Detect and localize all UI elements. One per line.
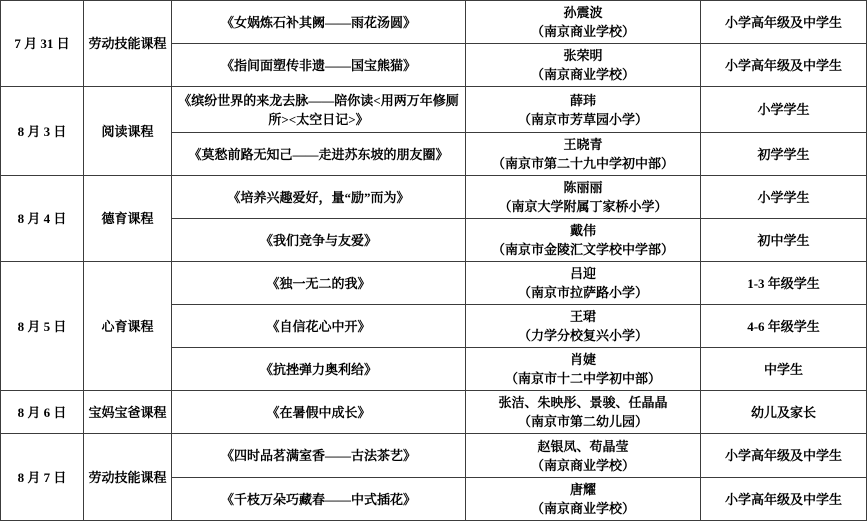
- teacher-school: （力学分校复兴小学）: [517, 328, 648, 343]
- teacher-cell: [466, 219, 701, 262]
- teacher-cell: [466, 1, 701, 44]
- teacher-name: 张荣明: [563, 48, 603, 63]
- audience-cell: 小学高年级及中学生: [701, 478, 867, 521]
- audience-cell: 中学生: [701, 348, 867, 391]
- audience-cell: 1-3 年级学生: [701, 262, 867, 305]
- course-type-cell: 劳动技能课程: [84, 1, 172, 87]
- audience-cell: 小学学生: [701, 87, 867, 133]
- audience-cell: 小学高年级及中学生: [701, 44, 867, 87]
- table-row: [1, 262, 867, 305]
- course-type-cell: 德育课程: [84, 176, 172, 262]
- teacher-school: （南京商业学校）: [530, 67, 635, 82]
- teacher-name: 唐耀: [569, 482, 596, 497]
- teacher-name: 王珺: [569, 309, 596, 324]
- teacher-name: 薛玮: [569, 92, 596, 108]
- table-row: [1, 176, 867, 219]
- teacher-school: （南京市第二幼儿园）: [517, 414, 648, 429]
- teacher-school: （南京市拉萨路小学）: [517, 285, 648, 300]
- teacher-school: （南京市芳草园小学）: [517, 111, 648, 127]
- teacher-cell: [466, 262, 701, 305]
- teacher-name: 张洁、朱映彤、景骏、任晶晶: [498, 395, 668, 410]
- course-title-cell: 《指间面塑传非遗——国宝熊猫》: [172, 44, 466, 87]
- teacher-cell: [466, 176, 701, 219]
- course-title-cell: 《培养兴趣爱好，量“励”而为》: [172, 176, 466, 219]
- teacher-cell: [466, 133, 701, 176]
- teacher-cell: [466, 87, 701, 133]
- course-type-cell: 劳动技能课程: [84, 434, 172, 521]
- teacher-cell: [466, 391, 701, 434]
- course-title-cell: 《四时品茗满室香——古法茶艺》: [172, 434, 466, 478]
- table-row: [1, 1, 867, 44]
- teacher-school: （南京商业学校）: [530, 501, 635, 516]
- teacher-school: （南京大学附属丁家桥小学）: [498, 199, 668, 214]
- course-title-cell: 《莫愁前路无知己——走进苏东坡的朋友圈》: [172, 133, 466, 176]
- audience-cell: 初学学生: [701, 133, 867, 176]
- teacher-school: （南京商业学校）: [530, 24, 635, 39]
- teacher-school: （南京市十二中学初中部）: [504, 371, 661, 386]
- audience-cell: 小学高年级及中学生: [701, 434, 867, 478]
- date-cell: 8 月 3 日: [1, 87, 84, 176]
- date-cell: 8 月 6 日: [1, 391, 84, 434]
- date-cell: 8 月 4 日: [1, 176, 84, 262]
- teacher-school: （南京市金陵汇文学校中学部）: [491, 242, 674, 257]
- audience-cell: 幼儿及家长: [701, 391, 867, 434]
- date-cell: 8 月 5 日: [1, 262, 84, 391]
- audience-cell: 4-6 年级学生: [701, 305, 867, 348]
- teacher-name: 赵银凤、苟晶莹: [537, 438, 629, 454]
- audience-cell: 初中学生: [701, 219, 867, 262]
- course-title-cell: 《我们竞争与友爱》: [172, 219, 466, 262]
- teacher-name: 孙震波: [563, 5, 603, 20]
- table-row: [1, 87, 867, 133]
- teacher-name: 王晓青: [563, 137, 603, 152]
- teacher-cell: [466, 478, 701, 521]
- course-type-cell: 宝妈宝爸课程: [84, 391, 172, 434]
- course-type-cell: 心育课程: [84, 262, 172, 391]
- date-cell: 7 月 31 日: [1, 1, 84, 87]
- audience-cell: 小学高年级及中学生: [701, 1, 867, 44]
- teacher-cell: [466, 44, 701, 87]
- course-title-cell: 《在暑假中成长》: [172, 391, 466, 434]
- teacher-name: 吕迎: [569, 266, 596, 281]
- teacher-cell: [466, 434, 701, 478]
- course-type-cell: 阅读课程: [84, 87, 172, 176]
- course-title-cell: 《女娲炼石补其阙——雨花汤圆》: [172, 1, 466, 44]
- course-title-cell: 《自信花心中开》: [172, 305, 466, 348]
- teacher-cell: [466, 348, 701, 391]
- teacher-school: （南京市第二十九中学初中部）: [491, 156, 674, 171]
- course-title-cell: 《抗挫弹力奥利给》: [172, 348, 466, 391]
- course-title-cell: 《独一无二的我》: [172, 262, 466, 305]
- course-title-cell: 《缤纷世界的来龙去脉——陪你读<用两万年修厕所><太空日记>》: [172, 87, 466, 133]
- date-cell: 8 月 7 日: [1, 434, 84, 521]
- audience-cell: 小学学生: [701, 176, 867, 219]
- teacher-cell: [466, 305, 701, 348]
- teacher-name: 戴伟: [569, 223, 596, 238]
- teacher-name: 陈丽丽: [563, 180, 603, 195]
- table-row: [1, 391, 867, 434]
- course-title-cell: 《千枝万朵巧藏春——中式插花》: [172, 478, 466, 521]
- teacher-name: 肖婕: [569, 352, 596, 367]
- table-row: [1, 434, 867, 478]
- teacher-school: （南京商业学校）: [530, 457, 635, 473]
